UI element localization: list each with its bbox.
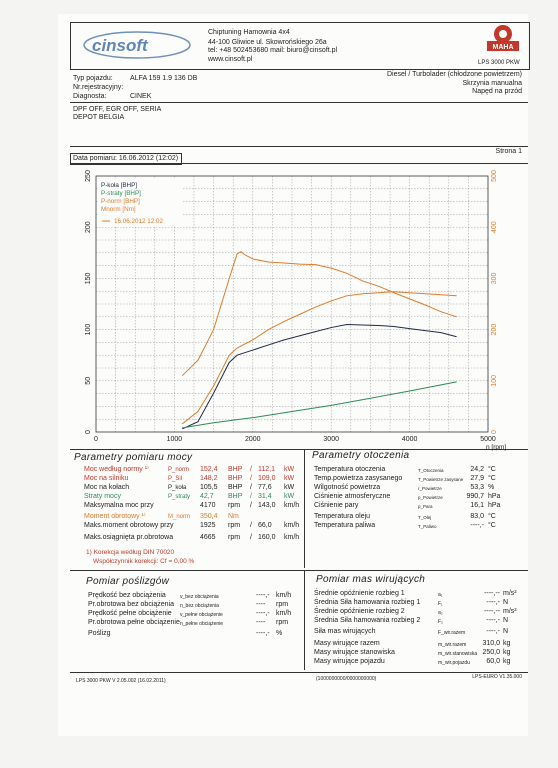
y-tick-label: 100 [85,323,92,336]
mocy-row-value2: 66,0 [258,522,272,529]
legend-entry: P-straty [BHP] [101,190,141,197]
masy-row-value: 310,0 [482,640,500,647]
poslizg-row-label: Pr.obrotowa pełne obciążenie [88,619,180,626]
otoczenia-row-symbol: T_Otoczenia [418,468,444,473]
mocy-row-label: Moc według normy ¹⁾ [84,466,149,473]
mocy-row-value2: 31,4 [258,493,272,500]
poslizg-row-unit: rpm [276,619,289,626]
series-line-2 [182,292,456,424]
poslizg-row-unit: km/h [276,610,292,617]
divider-4 [70,449,528,450]
divider-5 [70,570,528,571]
masy-row-unit: m/s² [503,608,517,615]
company-web: www.cinsoft.pl [208,56,253,63]
x-tick-label: 3000 [323,436,339,443]
vehicle-type-value: ALFA 159 1.9 136 DB [130,75,198,82]
masy-row-label: Średnie opóźnienie rozbieg 2 [314,608,405,615]
poslizg-row-unit: rpm [276,601,289,608]
x-tick-label: 4000 [401,436,418,443]
poslizg-row-symbol: v_pełne obciążenie [180,612,223,618]
masy-row-value: ----,- [486,599,500,606]
legend-entry: Mnorm [Nm] [101,206,136,213]
masy-row-label: Masy wirujące pojazdu [314,658,385,665]
otoczenia-row-unit: °C [488,513,496,520]
mocy-row-value1: 152,4 [200,466,218,473]
mocy-row-value2: 143,0 [258,502,276,509]
mocy-row-value1: 105,5 [200,484,218,491]
masy-row-label: Siła mas wirujących [314,628,376,635]
notes-line-2: DEPOT BELGIA [73,114,125,121]
masy-row-symbol: a₂ [438,610,443,616]
fuel-type: Diesel / Turbolader (chłodzone powietrzem) [386,71,522,78]
masy-row-unit: kg [503,640,511,647]
mocy-row-label: Maks.moment obrotowy przy [84,522,174,529]
masy-row-value: ----,-- [484,608,500,615]
x-tick-label: 1000 [166,436,183,443]
company-address: 44-100 Gliwice ul. Skowrońskiego 26a [208,39,327,46]
otoczenia-row-unit: °C [488,475,496,482]
poslizg-row-unit: % [276,630,283,637]
masy-row-symbol: F₂ [438,619,443,625]
otoczenia-row-symbol: T_Powietrze zasysane [418,477,464,482]
maha-logo-icon [484,22,522,56]
otoczenia-row-value: 990,7 [466,493,484,500]
diag-value: CINEK [130,93,152,100]
masy-row-symbol: m_wir.stanowiska [438,651,478,657]
mocy-row-slash: / [250,466,252,473]
mocy-row-unit2: kW [284,493,295,500]
mocy-row-unit2: km/h [284,502,300,509]
masy-row-symbol: m_wir.pojazdu [438,660,470,666]
otoczenia-row-value: 53,3 [470,484,484,491]
y2-tick-label: 500 [491,170,498,182]
masy-row-symbol: m_wir.razem [438,642,467,648]
mocy-row-value2: 109,0 [258,475,276,482]
company-name: Chiptuning Hamownia 4x4 [208,29,290,36]
mocy-row-label: Maksymalna moc przy [84,502,154,509]
poslizg-row-symbol: n_bez obciążenia [180,603,219,609]
x-end-label: 5000 [480,436,496,443]
center-divider-top [304,449,305,568]
otoczenia-row-label: Ciśnienie pary [314,502,359,509]
masy-row-label: Średnie opóźnienie rozbieg 1 [314,590,405,597]
mocy-row-value1: 4170 [200,502,216,509]
masy-row-label: Średnia Siła hamowania rozbieg 1 [314,599,421,606]
otoczenia-title: Parametry otoczenia [312,450,410,461]
y-tick-label: 250 [85,170,92,182]
poslizg-row-value: ----,- [256,610,270,617]
masy-row-unit: kg [503,658,511,665]
otoczenia-row-value: ----,- [470,522,484,529]
poslizg-title: Pomiar poślizgów [86,576,170,587]
legend-entry: P-koła [BHP] [101,182,138,189]
drive-type: Napęd na przód [472,88,522,95]
masy-row-unit: kg [503,649,511,656]
mocy-row-slash: / [250,493,252,500]
otoczenia-row-label: Wilgotność powietrza [314,484,381,491]
masy-row-value: ----,- [486,617,500,624]
mocy-row-unit1: Nm [228,513,239,520]
cinsoft-logo [82,30,192,60]
mocy-note-2: Współczynnik korekcji: Cf = 0,00 % [93,558,195,565]
power-torque-chart [70,166,528,451]
otoczenia-row-label: Temperatura oleju [314,513,371,520]
y-tick-label: 0 [85,430,92,434]
poslizg-row-label: Poślizg [88,630,111,637]
mocy-note-1: 1) Korekcja według DIN 70020 [86,549,175,556]
maha-logo [484,22,522,56]
otoczenia-row-unit: hPa [488,493,501,500]
mocy-row-value2: 77,6 [258,484,272,491]
poslizg-row-label: Pr.obrotowa bez obciążenia [88,601,174,608]
mocy-row-unit1: BHP [228,493,243,500]
y2-tick-label: 400 [491,221,498,234]
otoczenia-row-value: 27,9 [470,475,484,482]
mocy-row-unit1: BHP [228,475,243,482]
masy-row-label: Masy wirujące stanowiska [314,649,395,656]
mocy-row-label: Maks.osiągnięta pr.obrotowa [84,534,174,541]
measurement-date: Data pomiaru: 16.06.2012 (12:02) [73,155,179,162]
mocy-row-value1: 4665 [200,534,216,541]
legend-date: 16.06.2012 12:02 [114,218,164,225]
mocy-row-symbol: P_norm [168,467,190,473]
otoczenia-row-symbol: p_Para [418,504,433,509]
divider-2 [70,146,528,147]
logo-text: cinsoft [92,36,148,55]
otoczenia-row-unit: °C [488,522,496,529]
masy-row-unit: N [503,628,509,635]
mocy-row-slash: / [250,502,252,509]
mocy-row-label: Moc na silniku [84,475,129,482]
mocy-row-slash: / [250,484,252,491]
footer-left: LPS 3000 PKW V 2.05.002 (16.02.2011) [76,678,166,684]
otoczenia-row-unit: hPa [488,502,501,509]
otoczenia-row-value: 24,2 [470,466,484,473]
mocy-row-unit2: kW [284,475,295,482]
otoczenia-row-symbol: r_Powietrze [418,486,442,491]
mocy-title: Parametry pomiaru mocy [74,452,193,463]
gearbox-type: Skrzynia manualna [462,80,522,87]
vehicle-reg-label: Nr.rejestracyjny: [73,84,124,91]
masy-row-label: Średnia Siła hamowania rozbieg 2 [314,617,421,624]
otoczenia-row-label: Temperatura otoczenia [314,466,386,473]
footer-right: LPS-EURO V1.35.000 [472,674,522,680]
otoczenia-row-unit: °C [488,466,496,473]
mocy-row-value1: 350,4 [200,513,218,520]
series-line-3 [182,252,456,376]
masy-row-symbol: F_wir.razem [438,630,466,636]
mocy-row-label: Moc na kołach [84,484,130,491]
poslizg-row-label: Prędkość bez obciążenia [88,592,166,599]
mocy-row-unit2: km/h [284,534,300,541]
poslizg-row-value: ---- [256,601,266,608]
mocy-row-slash: / [250,522,252,529]
masy-row-value: ----,- [486,628,500,635]
series-line-0 [182,324,456,428]
masy-row-unit: N [503,617,509,624]
poslizg-row-value: ----,- [256,630,270,637]
mocy-row-unit1: rpm [228,502,241,509]
y2-tick-label: 0 [491,430,498,434]
maha-text: MAHA [492,44,514,51]
poslizg-row-symbol: n_pełne obciążenie [180,621,224,627]
mocy-row-unit1: BHP [228,466,243,473]
notes-line-1: DPF OFF, EGR OFF, SERIA [73,106,162,113]
masy-row-label: Masy wirujące razem [314,640,380,647]
poslizg-row-unit: km/h [276,592,292,599]
mocy-row-symbol: P_straty [168,494,191,500]
x-tick-label: 0 [94,436,98,443]
divider-1 [70,102,528,103]
otoczenia-row-value: 16,1 [470,502,484,509]
divider-3 [70,163,528,164]
otoczenia-row-label: Temperatura paliwa [314,522,376,529]
masy-row-value: ----,-- [484,590,500,597]
otoczenia-row-label: Ciśnienie atmosferyczne [314,493,391,500]
otoczenia-row-symbol: T_Paliwo [418,524,437,529]
mocy-row-unit2: km/h [284,522,300,529]
masy-row-unit: m/s² [503,590,517,597]
poslizg-row-symbol: v_bez obciążenia [180,594,219,600]
series-line-1 [182,382,456,428]
masy-row-symbol: a₁ [438,592,443,598]
mocy-row-slash: / [250,475,252,482]
divider-6 [70,672,528,673]
vehicle-type-label: Typ pojazdu: [73,75,113,82]
masy-row-symbol: F₁ [438,601,443,607]
mocy-row-value1: 148,2 [200,475,218,482]
mocy-row-unit2: kW [284,484,295,491]
x-unit-label: n [rpm] [486,444,507,451]
otoczenia-row-unit: % [488,484,495,491]
x-tick-label: 2000 [245,436,261,443]
mocy-row-unit1: rpm [228,522,241,529]
masy-title: Pomiar mas wirujących [316,574,426,585]
dyno-model: LPS 3000 PKW [478,60,520,66]
y-tick-label: 150 [85,272,92,285]
diag-label: Diagnosta: [73,93,107,100]
otoczenia-row-symbol: T_Olej [418,515,432,520]
poslizg-row-value: ----,- [256,592,270,599]
mocy-row-value1: 1925 [200,522,216,529]
y-tick-label: 50 [85,376,92,385]
y2-tick-label: 100 [491,374,498,387]
page-number: Strona 1 [495,148,522,155]
mocy-row-symbol: M_norm [168,514,191,520]
center-divider-bottom [304,570,305,670]
masy-row-value: 60,0 [486,658,500,665]
company-contact: tel: +48 502453680 mail: biuro@cinsoft.pl [208,47,338,54]
cinsoft-logo-icon [82,30,192,60]
y-tick-label: 200 [85,221,92,234]
mocy-row-symbol: P_Sil [168,476,183,482]
mocy-row-value2: 160,0 [258,534,276,541]
mocy-row-symbol: P_koła [168,485,187,491]
mocy-row-value2: 112,1 [258,466,275,473]
mocy-row-label: Moment obrotowy ¹⁾ [84,513,146,520]
mocy-row-slash: / [250,534,252,541]
otoczenia-row-label: Temp.powietrza zasysanego [314,475,403,482]
poslizg-row-label: Prędkość pełne obciążenie [88,610,172,617]
masy-row-unit: N [503,599,509,606]
mocy-row-unit1: BHP [228,484,243,491]
footer-center: (1000000000/0000000000) [316,676,377,682]
otoczenia-row-value: 83,0 [470,513,484,520]
masy-row-value: 250,0 [482,649,500,656]
poslizg-row-value: ---- [256,619,266,626]
mocy-row-unit1: rpm [228,534,241,541]
y2-tick-label: 200 [491,323,498,336]
mocy-row-label: Straty mocy [84,493,121,500]
y2-tick-label: 300 [491,272,498,285]
otoczenia-row-symbol: p_Powietrze [418,495,443,500]
mocy-row-unit2: kW [284,466,295,473]
mocy-row-value1: 42,7 [200,493,214,500]
legend-entry: P-norm [BHP] [101,198,140,205]
